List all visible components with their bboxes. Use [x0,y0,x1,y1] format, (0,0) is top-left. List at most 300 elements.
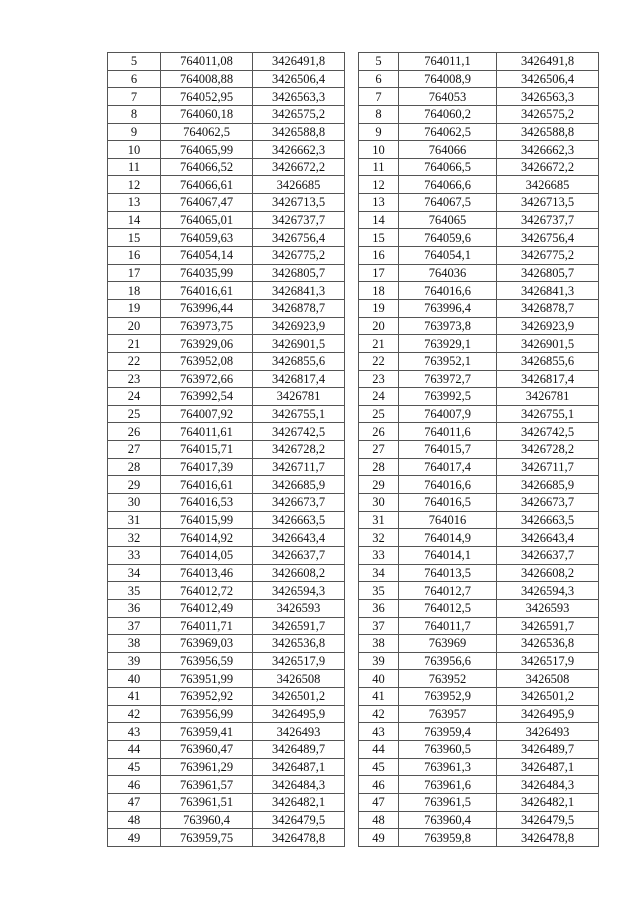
point-number-cell: 40 [108,670,161,688]
x-coordinate-cell: 764011,1 [399,53,497,71]
table-row [359,740,599,758]
point-number-cell: 33 [359,546,399,564]
table-row [359,282,599,300]
table-row [108,758,345,776]
point-number-cell: 33 [108,546,161,564]
x-coordinate-cell: 764012,5 [399,599,497,617]
x-coordinate-cell: 764015,71 [161,441,253,459]
x-coordinate-cell: 763929,1 [399,335,497,353]
table-row [108,405,345,423]
table-row [359,53,599,71]
table-row [359,352,599,370]
table-row [359,705,599,723]
x-coordinate-cell: 763960,4 [161,811,253,829]
point-number-cell: 35 [108,582,161,600]
x-coordinate-cell: 763973,8 [399,317,497,335]
y-coordinate-cell: 3426563,3 [253,88,345,106]
y-coordinate-cell: 3426775,2 [497,247,599,265]
table-row [359,476,599,494]
point-number-cell: 36 [108,599,161,617]
y-coordinate-cell: 3426491,8 [253,53,345,71]
x-coordinate-cell: 764053 [399,88,497,106]
y-coordinate-cell: 3426593 [497,599,599,617]
x-coordinate-cell: 764016,6 [399,476,497,494]
table-row [359,458,599,476]
coordinates-table-right [358,52,599,847]
x-coordinate-cell: 763959,41 [161,723,253,741]
point-number-cell: 42 [108,705,161,723]
point-number-cell: 27 [359,441,399,459]
table-row [108,511,345,529]
table-row [359,511,599,529]
y-coordinate-cell: 3426608,2 [253,564,345,582]
x-coordinate-cell: 764065 [399,211,497,229]
point-number-cell: 43 [108,723,161,741]
x-coordinate-cell: 764060,18 [161,105,253,123]
point-number-cell: 45 [108,758,161,776]
x-coordinate-cell: 764054,1 [399,247,497,265]
y-coordinate-cell: 3426493 [497,723,599,741]
x-coordinate-cell: 763961,6 [399,776,497,794]
y-coordinate-cell: 3426901,5 [253,335,345,353]
point-number-cell: 48 [108,811,161,829]
y-coordinate-cell: 3426728,2 [497,441,599,459]
x-coordinate-cell: 764016,53 [161,494,253,512]
x-coordinate-cell: 764065,99 [161,141,253,159]
table-row [359,123,599,141]
point-number-cell: 11 [108,158,161,176]
table-row [359,494,599,512]
y-coordinate-cell: 3426575,2 [497,105,599,123]
y-coordinate-cell: 3426673,7 [253,494,345,512]
y-coordinate-cell: 3426672,2 [497,158,599,176]
y-coordinate-cell: 3426841,3 [253,282,345,300]
x-coordinate-cell: 764067,47 [161,194,253,212]
y-coordinate-cell: 3426672,2 [253,158,345,176]
table-row [359,105,599,123]
x-coordinate-cell: 764007,9 [399,405,497,423]
x-coordinate-cell: 764012,72 [161,582,253,600]
point-number-cell: 12 [108,176,161,194]
x-coordinate-cell: 763952,08 [161,352,253,370]
x-coordinate-cell: 764008,9 [399,70,497,88]
table-row [108,335,345,353]
table-row [108,441,345,459]
table-row [359,370,599,388]
x-coordinate-cell: 764011,71 [161,617,253,635]
y-coordinate-cell: 3426685,9 [497,476,599,494]
y-coordinate-cell: 3426841,3 [497,282,599,300]
point-number-cell: 32 [359,529,399,547]
point-number-cell: 22 [108,352,161,370]
table-row [108,53,345,71]
y-coordinate-cell: 3426482,1 [253,793,345,811]
x-coordinate-cell: 764012,49 [161,599,253,617]
point-number-cell: 46 [108,776,161,794]
table-row [359,141,599,159]
x-coordinate-cell: 764016 [399,511,497,529]
x-coordinate-cell: 763956,99 [161,705,253,723]
table-row [359,546,599,564]
x-coordinate-cell: 763961,5 [399,793,497,811]
table-row [108,652,345,670]
x-coordinate-cell: 764013,46 [161,564,253,582]
table-row [359,405,599,423]
point-number-cell: 7 [108,88,161,106]
table-row [108,617,345,635]
y-coordinate-cell: 3426901,5 [497,335,599,353]
table-row [108,70,345,88]
table-row [108,670,345,688]
table-row [359,811,599,829]
table-row [359,723,599,741]
x-coordinate-cell: 764016,61 [161,476,253,494]
y-coordinate-cell: 3426478,8 [497,829,599,847]
y-coordinate-cell: 3426756,4 [497,229,599,247]
table-row [359,247,599,265]
x-coordinate-cell: 763972,7 [399,370,497,388]
point-number-cell: 14 [108,211,161,229]
y-coordinate-cell: 3426489,7 [253,740,345,758]
x-coordinate-cell: 763952,1 [399,352,497,370]
table-row [359,176,599,194]
point-number-cell: 35 [359,582,399,600]
coordinates-table-left [107,52,345,847]
x-coordinate-cell: 763952,92 [161,688,253,706]
table-row [108,211,345,229]
table-row [108,88,345,106]
y-coordinate-cell: 3426575,2 [253,105,345,123]
point-number-cell: 5 [108,53,161,71]
x-coordinate-cell: 764017,4 [399,458,497,476]
point-number-cell: 21 [108,335,161,353]
point-number-cell: 10 [108,141,161,159]
point-number-cell: 10 [359,141,399,159]
y-coordinate-cell: 3426487,1 [497,758,599,776]
x-coordinate-cell: 763956,6 [399,652,497,670]
x-coordinate-cell: 764015,99 [161,511,253,529]
table-row [108,247,345,265]
x-coordinate-cell: 764066,6 [399,176,497,194]
x-coordinate-cell: 764014,92 [161,529,253,547]
table-row [108,158,345,176]
point-number-cell: 36 [359,599,399,617]
x-coordinate-cell: 763959,4 [399,723,497,741]
point-number-cell: 15 [359,229,399,247]
y-coordinate-cell: 3426506,4 [497,70,599,88]
y-coordinate-cell: 3426737,7 [253,211,345,229]
table-row [359,264,599,282]
table-row [359,617,599,635]
x-coordinate-cell: 763960,4 [399,811,497,829]
table-row [359,211,599,229]
y-coordinate-cell: 3426713,5 [253,194,345,212]
point-number-cell: 49 [359,829,399,847]
table-row [359,688,599,706]
table-row [359,194,599,212]
table-row [359,670,599,688]
x-coordinate-cell: 764014,1 [399,546,497,564]
table-row [359,529,599,547]
point-number-cell: 25 [359,405,399,423]
y-coordinate-cell: 3426737,7 [497,211,599,229]
y-coordinate-cell: 3426479,5 [497,811,599,829]
x-coordinate-cell: 763960,5 [399,740,497,758]
point-number-cell: 31 [108,511,161,529]
table-row [359,441,599,459]
y-coordinate-cell: 3426501,2 [253,688,345,706]
y-coordinate-cell: 3426536,8 [253,635,345,653]
x-coordinate-cell: 764007,92 [161,405,253,423]
y-coordinate-cell: 3426781 [253,388,345,406]
table-row [359,88,599,106]
table-row [359,758,599,776]
point-number-cell: 5 [359,53,399,71]
y-coordinate-cell: 3426594,3 [253,582,345,600]
table-row [108,141,345,159]
y-coordinate-cell: 3426591,7 [497,617,599,635]
table-row [359,70,599,88]
point-number-cell: 43 [359,723,399,741]
x-coordinate-cell: 763952,9 [399,688,497,706]
table-row [359,388,599,406]
table-row [108,829,345,847]
y-coordinate-cell: 3426484,3 [253,776,345,794]
table-row [359,423,599,441]
table-row [108,352,345,370]
x-coordinate-cell: 764016,5 [399,494,497,512]
point-number-cell: 28 [359,458,399,476]
x-coordinate-cell: 764008,88 [161,70,253,88]
x-coordinate-cell: 763959,75 [161,829,253,847]
x-coordinate-cell: 763996,44 [161,299,253,317]
y-coordinate-cell: 3426479,5 [253,811,345,829]
table-row [359,317,599,335]
point-number-cell: 23 [359,370,399,388]
y-coordinate-cell: 3426755,1 [497,405,599,423]
table-row [359,793,599,811]
x-coordinate-cell: 763972,66 [161,370,253,388]
y-coordinate-cell: 3426517,9 [497,652,599,670]
table-row [108,123,345,141]
y-coordinate-cell: 3426637,7 [497,546,599,564]
table-row [108,264,345,282]
y-coordinate-cell: 3426643,4 [253,529,345,547]
point-number-cell: 16 [359,247,399,265]
y-coordinate-cell: 3426711,7 [497,458,599,476]
point-number-cell: 29 [359,476,399,494]
x-coordinate-cell: 763929,06 [161,335,253,353]
point-number-cell: 22 [359,352,399,370]
y-coordinate-cell: 3426501,2 [497,688,599,706]
point-number-cell: 17 [359,264,399,282]
x-coordinate-cell: 763969 [399,635,497,653]
x-coordinate-cell: 764059,63 [161,229,253,247]
point-number-cell: 23 [108,370,161,388]
point-number-cell: 38 [108,635,161,653]
point-number-cell: 31 [359,511,399,529]
point-number-cell: 20 [359,317,399,335]
x-coordinate-cell: 764060,2 [399,105,497,123]
y-coordinate-cell: 3426755,1 [253,405,345,423]
y-coordinate-cell: 3426756,4 [253,229,345,247]
x-coordinate-cell: 763996,4 [399,299,497,317]
x-coordinate-cell: 764016,61 [161,282,253,300]
y-coordinate-cell: 3426662,3 [253,141,345,159]
point-number-cell: 47 [359,793,399,811]
point-number-cell: 6 [108,70,161,88]
x-coordinate-cell: 763959,8 [399,829,497,847]
table-row [108,299,345,317]
x-coordinate-cell: 763992,54 [161,388,253,406]
x-coordinate-cell: 764035,99 [161,264,253,282]
x-coordinate-cell: 764066 [399,141,497,159]
point-number-cell: 12 [359,176,399,194]
point-number-cell: 26 [359,423,399,441]
table-row [108,282,345,300]
point-number-cell: 9 [108,123,161,141]
x-coordinate-cell: 764062,5 [399,123,497,141]
y-coordinate-cell: 3426495,9 [497,705,599,723]
table-row [108,705,345,723]
x-coordinate-cell: 763961,57 [161,776,253,794]
point-number-cell: 41 [108,688,161,706]
x-coordinate-cell: 763969,03 [161,635,253,653]
y-coordinate-cell: 3426491,8 [497,53,599,71]
x-coordinate-cell: 764017,39 [161,458,253,476]
y-coordinate-cell: 3426593 [253,599,345,617]
table-row [359,829,599,847]
table-row [108,458,345,476]
table-row [108,388,345,406]
point-number-cell: 42 [359,705,399,723]
y-coordinate-cell: 3426711,7 [253,458,345,476]
table-row [359,564,599,582]
y-coordinate-cell: 3426508 [253,670,345,688]
point-number-cell: 44 [108,740,161,758]
table-row [108,494,345,512]
point-number-cell: 32 [108,529,161,547]
x-coordinate-cell: 764012,7 [399,582,497,600]
point-number-cell: 27 [108,441,161,459]
y-coordinate-cell: 3426588,8 [253,123,345,141]
x-coordinate-cell: 763961,29 [161,758,253,776]
point-number-cell: 41 [359,688,399,706]
x-coordinate-cell: 764013,5 [399,564,497,582]
table-row [108,317,345,335]
point-number-cell: 18 [359,282,399,300]
point-number-cell: 39 [359,652,399,670]
point-number-cell: 19 [359,299,399,317]
table-row [108,688,345,706]
table-row [108,723,345,741]
y-coordinate-cell: 3426536,8 [497,635,599,653]
y-coordinate-cell: 3426685 [497,176,599,194]
point-number-cell: 49 [108,829,161,847]
point-number-cell: 47 [108,793,161,811]
y-coordinate-cell: 3426594,3 [497,582,599,600]
y-coordinate-cell: 3426487,1 [253,758,345,776]
x-coordinate-cell: 763951,99 [161,670,253,688]
x-coordinate-cell: 764011,7 [399,617,497,635]
x-coordinate-cell: 764036 [399,264,497,282]
table-row [359,229,599,247]
table-row [108,635,345,653]
point-number-cell: 8 [108,105,161,123]
table-row [359,599,599,617]
table-row [108,529,345,547]
y-coordinate-cell: 3426855,6 [497,352,599,370]
table-row [108,776,345,794]
y-coordinate-cell: 3426663,5 [253,511,345,529]
table-row [108,564,345,582]
point-number-cell: 30 [108,494,161,512]
point-number-cell: 34 [108,564,161,582]
point-number-cell: 25 [108,405,161,423]
point-number-cell: 15 [108,229,161,247]
point-number-cell: 48 [359,811,399,829]
x-coordinate-cell: 763952 [399,670,497,688]
y-coordinate-cell: 3426563,3 [497,88,599,106]
y-coordinate-cell: 3426673,7 [497,494,599,512]
table-row [108,793,345,811]
y-coordinate-cell: 3426495,9 [253,705,345,723]
point-number-cell: 44 [359,740,399,758]
x-coordinate-cell: 764015,7 [399,441,497,459]
x-coordinate-cell: 764065,01 [161,211,253,229]
x-coordinate-cell: 764054,14 [161,247,253,265]
table-row [359,335,599,353]
y-coordinate-cell: 3426728,2 [253,441,345,459]
point-number-cell: 13 [108,194,161,212]
point-number-cell: 14 [359,211,399,229]
x-coordinate-cell: 764016,6 [399,282,497,300]
x-coordinate-cell: 764014,9 [399,529,497,547]
table-row [359,299,599,317]
point-number-cell: 38 [359,635,399,653]
y-coordinate-cell: 3426775,2 [253,247,345,265]
x-coordinate-cell: 764052,95 [161,88,253,106]
y-coordinate-cell: 3426923,9 [253,317,345,335]
table-row [108,546,345,564]
x-coordinate-cell: 764011,6 [399,423,497,441]
table-row [359,652,599,670]
y-coordinate-cell: 3426805,7 [497,264,599,282]
y-coordinate-cell: 3426855,6 [253,352,345,370]
point-number-cell: 11 [359,158,399,176]
table-row [359,582,599,600]
point-number-cell: 18 [108,282,161,300]
y-coordinate-cell: 3426923,9 [497,317,599,335]
table-row [108,811,345,829]
point-number-cell: 46 [359,776,399,794]
x-coordinate-cell: 763961,3 [399,758,497,776]
y-coordinate-cell: 3426489,7 [497,740,599,758]
x-coordinate-cell: 764066,52 [161,158,253,176]
point-number-cell: 34 [359,564,399,582]
point-number-cell: 40 [359,670,399,688]
x-coordinate-cell: 763961,51 [161,793,253,811]
point-number-cell: 26 [108,423,161,441]
x-coordinate-cell: 764066,5 [399,158,497,176]
point-number-cell: 16 [108,247,161,265]
y-coordinate-cell: 3426817,4 [497,370,599,388]
y-coordinate-cell: 3426482,1 [497,793,599,811]
point-number-cell: 30 [359,494,399,512]
y-coordinate-cell: 3426878,7 [253,299,345,317]
y-coordinate-cell: 3426713,5 [497,194,599,212]
x-coordinate-cell: 763960,47 [161,740,253,758]
